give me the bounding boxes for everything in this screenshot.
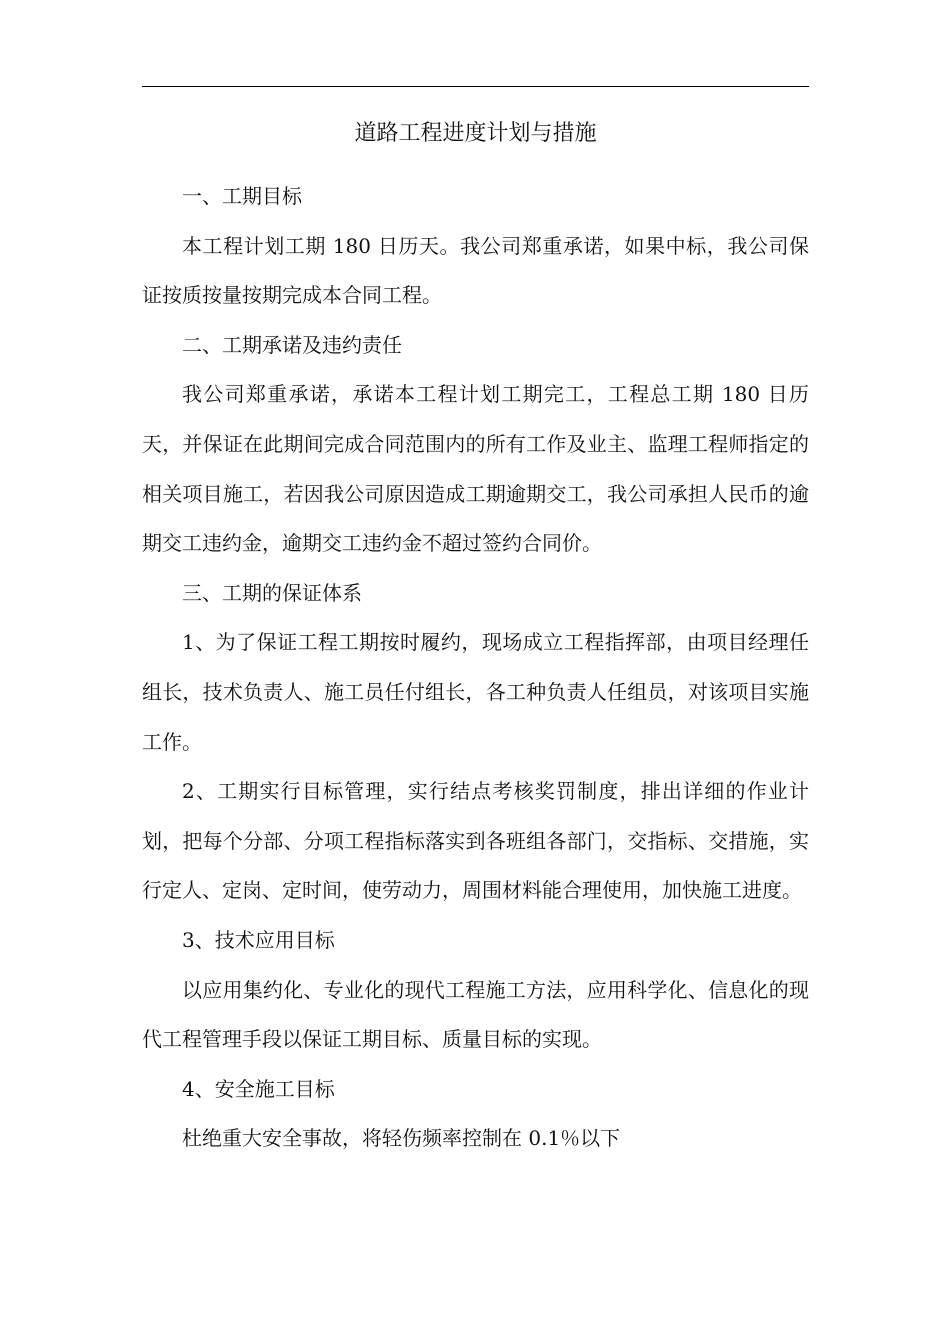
section-heading-1: 一、工期目标: [182, 184, 302, 208]
document-title: 道路工程进度计划与措施: [354, 121, 597, 146]
subheading-3-4: 4、安全施工目标: [182, 1076, 335, 1101]
paragraph-2: 我公司郑重承诺，承诺本工程计划工期完工，工程总工期 180 日历天，并保证在此期间完成合同范围内的所有工作及业主、监理工程师指定的相关项目施工，若因我公司原因造成工期逾期交工，我公司承担人民币的逾期交工违约金，逾期交工违约金不超过签约合同价。: [142, 382, 809, 556]
paragraph-3-4: 杜绝重大安全事故，将轻伤频率控制在 0.1％以下: [182, 1126, 621, 1151]
paragraph-3-3: 以应用集约化、专业化的现代工程施工方法，应用科学化、信息化的现代工程管理手段以保证工期目标、质量目标的实现。: [142, 977, 809, 1052]
paragraph-3-1: 1、为了保证工程工期按时履约，现场成立工程指挥部，由项目经理任组长，技术负责人、施工员任付组长，各工种负责人任组员，对该项目实施工作。: [142, 630, 809, 754]
section-heading-2: 二、工期承诺及违约责任: [182, 332, 402, 357]
paragraph-1: 本工程计划工期 180 日历天。我公司郑重承诺，如果中标，我公司保证按质按量按期完成本合同工程。: [142, 233, 809, 308]
header-rule: [142, 86, 809, 87]
paragraph-3-2: 2、工期实行目标管理，实行结点考核奖罚制度，排出详细的作业计划，把每个分部、分项工程指标落实到各班组各部门，交指标、交措施，实行定人、定岗、定时间，使劳动力，周围材料能合理使用，加快施工进度。: [142, 779, 809, 903]
subheading-3-3: 3、技术应用目标: [182, 927, 335, 952]
section-heading-3: 三、工期的保证体系: [182, 580, 362, 605]
document-body: [142, 172, 809, 1164]
